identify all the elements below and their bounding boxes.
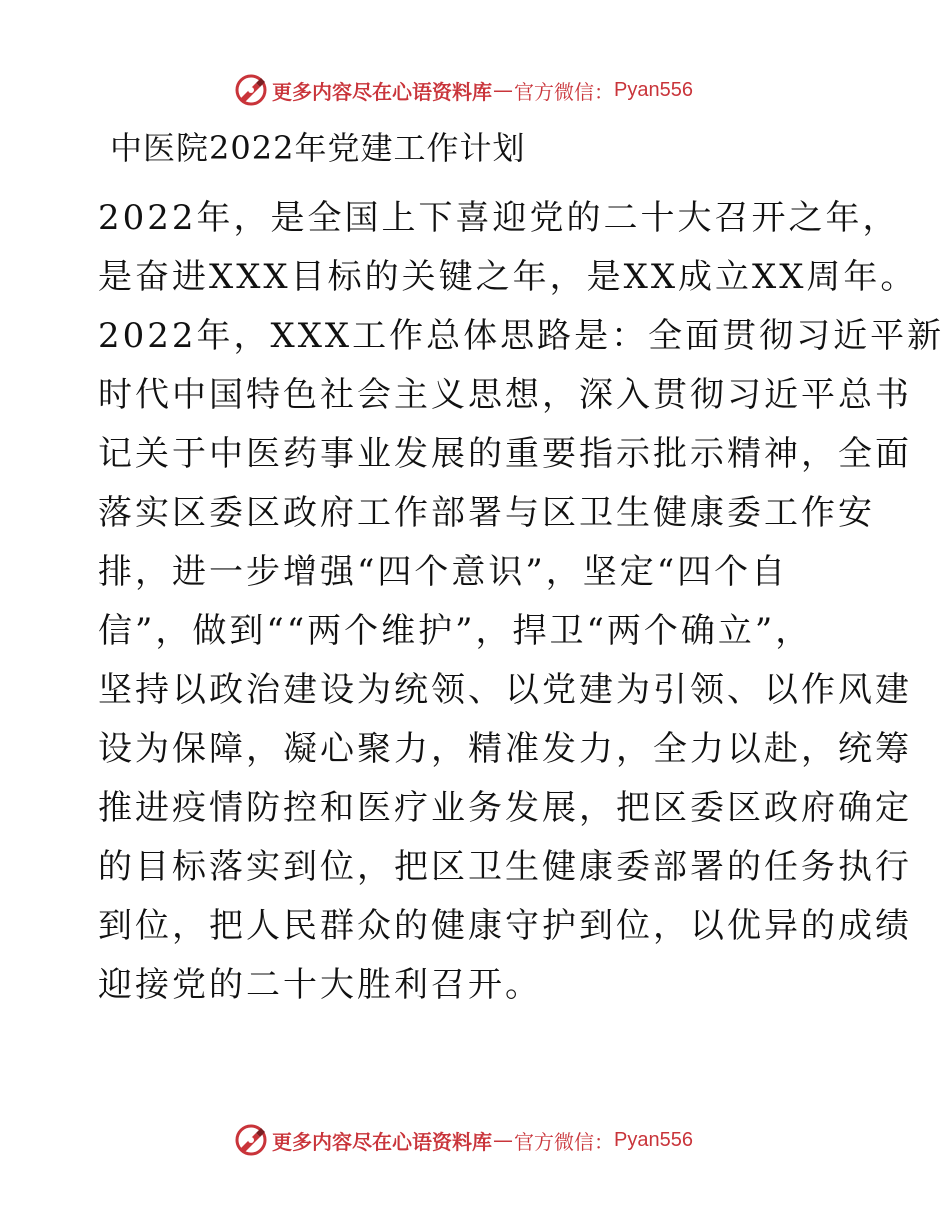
watermark-wechat-id: Pyan556 bbox=[614, 78, 693, 101]
watermark-banner-top bbox=[234, 72, 693, 108]
body-line: 2022年，XXX工作总体思路是：全面贯彻习近平新 bbox=[98, 316, 945, 356]
body-line: 2022年，是全国上下喜迎党的二十大召开之年， bbox=[98, 198, 900, 238]
body-line: 记关于中医药事业发展的重要指示批示精神，全面 bbox=[98, 434, 912, 474]
watermark-wechat-id: Pyan556 bbox=[614, 1128, 693, 1151]
watermark-text: 更多内容尽在心语资料库 bbox=[272, 1129, 492, 1154]
body-line: 时代中国特色社会主义思想，深入贯彻习近平总书 bbox=[98, 375, 912, 415]
document-title: 中医院2022年党建工作计划 bbox=[110, 129, 526, 167]
body-line: 的目标落实到位，把区卫生健康委部署的任务执行 bbox=[98, 847, 912, 887]
watermark-banner-bottom bbox=[234, 1122, 693, 1158]
body-line: 迎接党的二十大胜利召开。 bbox=[98, 965, 542, 1005]
body-line: 落实区委区政府工作部署与区卫生健康委工作安 bbox=[98, 493, 875, 533]
body-line: 设为保障，凝心聚力，精准发力，全力以赴，统筹 bbox=[98, 729, 912, 769]
watermark-dash: — bbox=[493, 78, 513, 102]
body-line: 信”，做到““两个维护”，捍卫“两个确立”， bbox=[98, 611, 813, 651]
body-line: 排，进一步增强“四个意识”，坚定“四个自 bbox=[98, 552, 789, 592]
pen-logo-icon bbox=[234, 73, 268, 107]
watermark-wechat-label: 官方微信： bbox=[514, 79, 614, 104]
body-line: 是奋进XXX目标的关键之年，是XX成立XX周年。 bbox=[98, 257, 918, 297]
pen-logo-icon bbox=[234, 1123, 268, 1157]
body-line: 坚持以政治建设为统领、以党建为引领、以作风建 bbox=[98, 670, 912, 710]
watermark-dash: — bbox=[493, 1128, 513, 1152]
watermark-wechat-label: 官方微信： bbox=[514, 1129, 614, 1154]
body-line: 到位，把人民群众的健康守护到位，以优异的成绩 bbox=[98, 906, 912, 946]
watermark-text: 更多内容尽在心语资料库 bbox=[272, 79, 492, 104]
body-line: 推进疫情防控和医疗业务发展，把区委区政府确定 bbox=[98, 788, 912, 828]
